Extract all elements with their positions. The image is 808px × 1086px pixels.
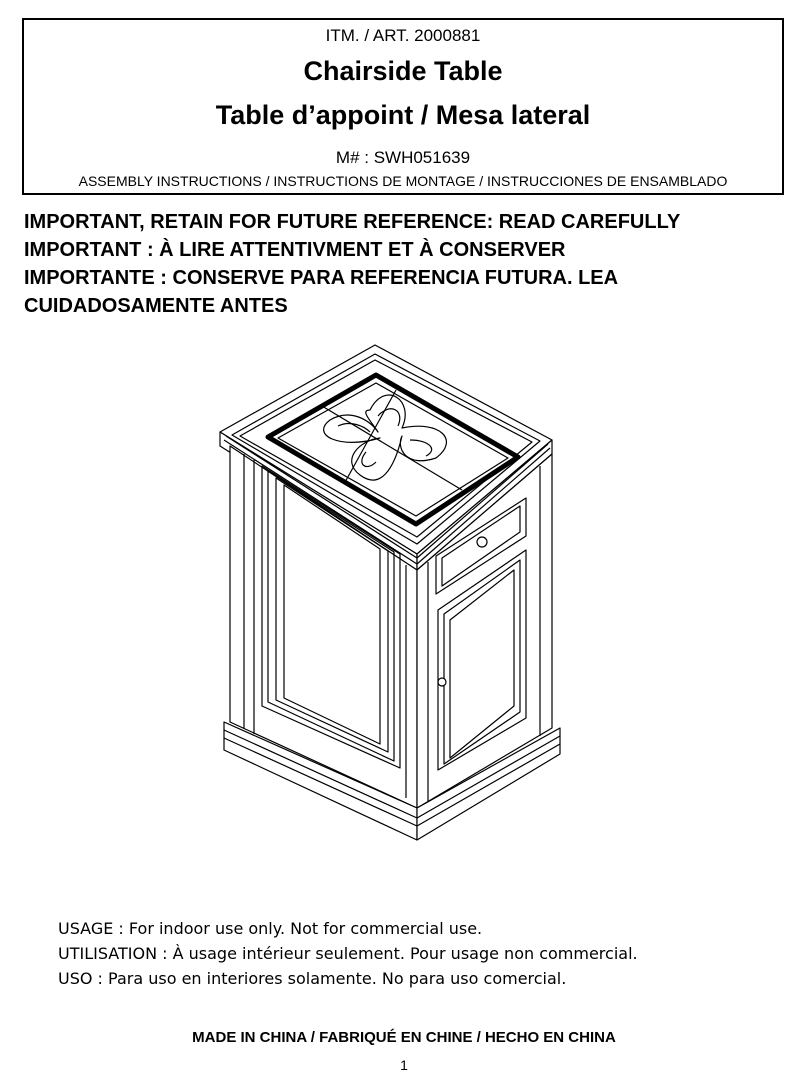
assembly-instructions-label: ASSEMBLY INSTRUCTIONS / INSTRUCTIONS DE MONTAGE / INSTRUCCIONES DE ENSAMBLADO <box>78 173 728 189</box>
important-line-english: IMPORTANT, RETAIN FOR FUTURE REFERENCE: READ CAREFULLY <box>24 211 681 233</box>
title-french-spanish: Table d’appoint / Mesa lateral <box>215 100 591 130</box>
usage-line-french: UTILISATION : À usage intérieur seulement. Pour usage non commercial. <box>58 944 638 963</box>
important-notice <box>24 208 794 320</box>
title-english: Chairside Table <box>303 56 503 86</box>
usage-line-english: USAGE : For indoor use only. Not for commercial use. <box>58 919 483 938</box>
usage-notes <box>58 916 638 991</box>
chairside-table-illustration <box>210 340 590 860</box>
page-number: 1 <box>400 1057 408 1073</box>
model-number: M# : SWH051639 <box>335 148 471 167</box>
usage-line-spanish: USO : Para uso en interiores solamente. No para uso comercial. <box>58 969 567 988</box>
important-line-spanish-2: CUIDADOSAMENTE ANTES <box>24 295 288 317</box>
item-number: ITM. / ART. 2000881 <box>325 26 481 45</box>
important-line-spanish-1: IMPORTANTE : CONSERVE PARA REFERENCIA FUTURA. LEA <box>24 267 619 289</box>
header-box <box>22 18 784 195</box>
made-in-china: MADE IN CHINA / FABRIQUÉ EN CHINE / HECHO EN CHINA <box>192 1029 616 1046</box>
important-line-french: IMPORTANT : À LIRE ATTENTIVMENT ET À CONSERVER <box>24 239 566 261</box>
